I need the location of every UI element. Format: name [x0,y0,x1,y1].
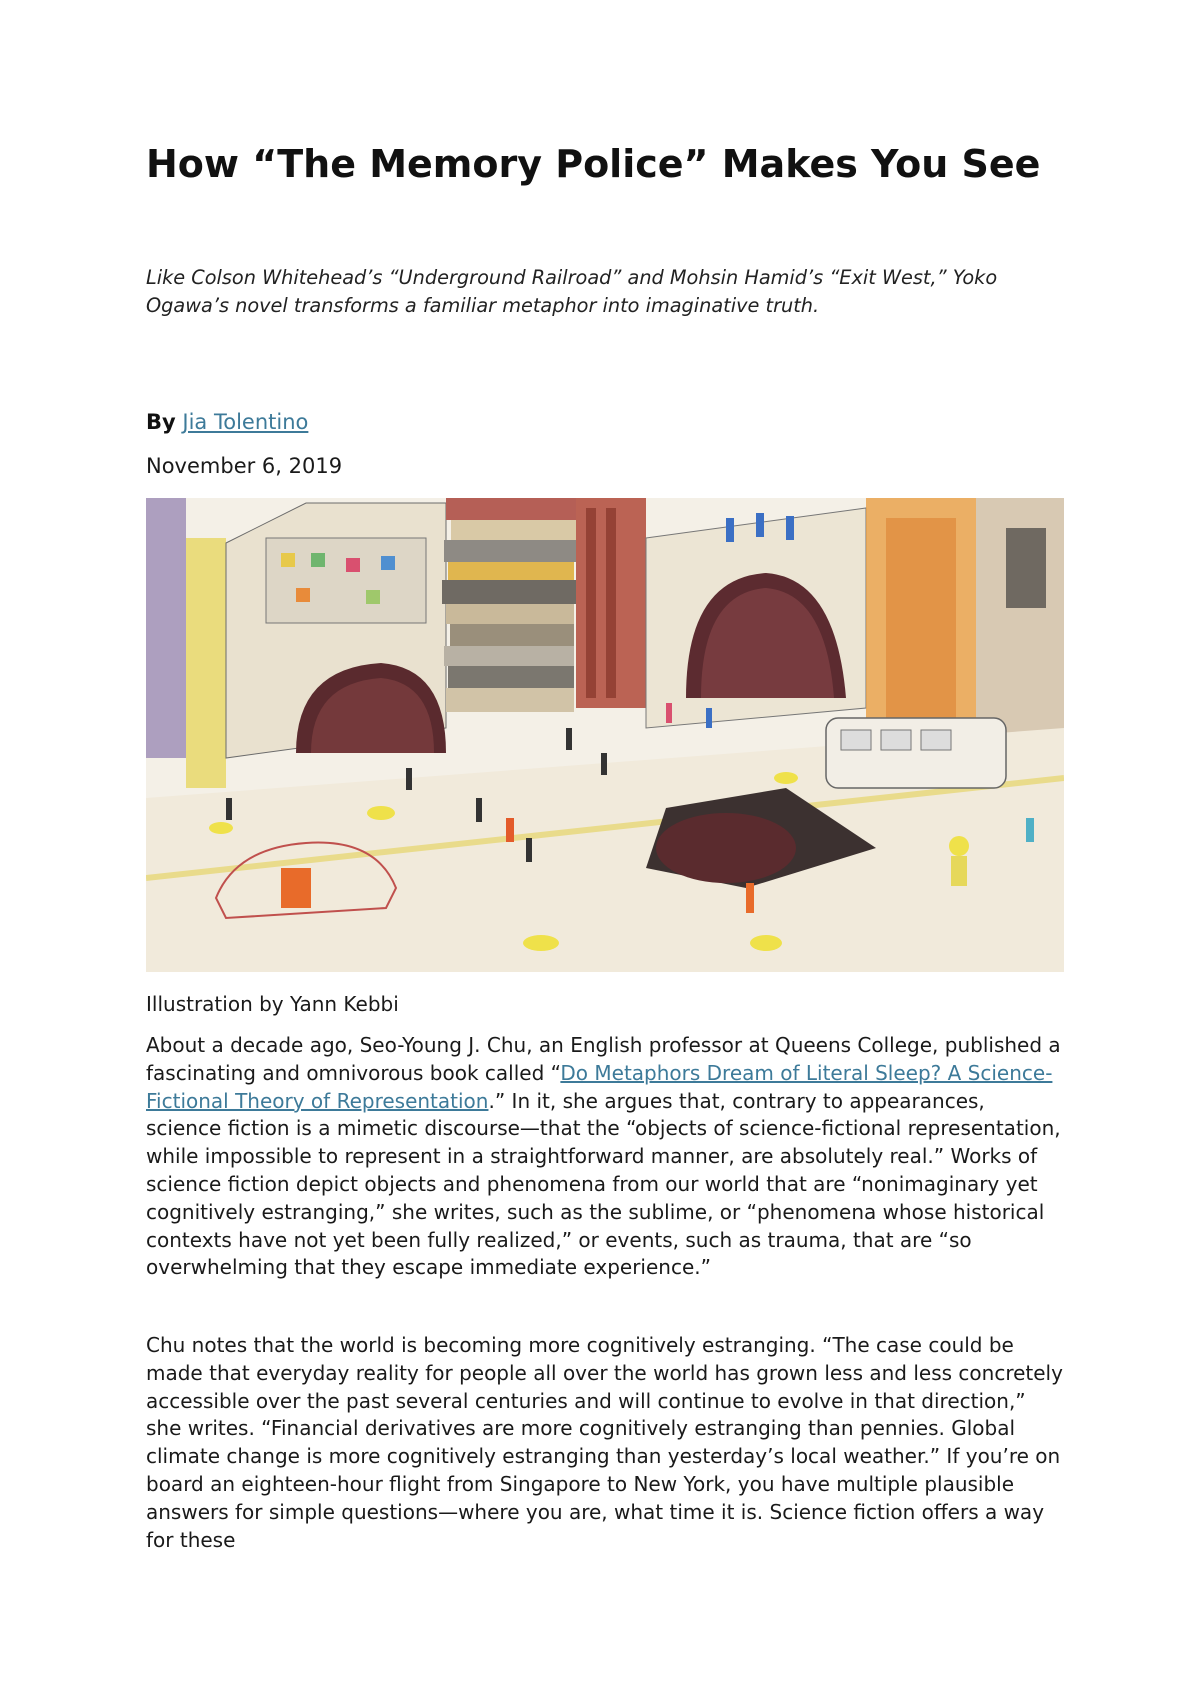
byline-prefix: By [146,410,176,434]
byline [146,408,308,436]
p1-text-start: About a decade ago, Seo-Young J. Chu, an English professor at Queens College, published a fascinating and omnivorous book called “ [146,1033,1061,1085]
body-paragraph-1 [146,1032,1064,1282]
book-title-link[interactable]: Do Metaphors Dream of Literal Sleep? A Science-Fictional Theory of Representation [146,1060,1053,1113]
p1-text-end: .” In it, she argues that, contrary to appearances, science fiction is a mimetic discourse—that the “objects of science-fictional representation, while impossible to represent in a straightforward manner, are absolutely real.” Works of science fiction depict objects and phenomena from our world that are “nonimaginary yet cognitively estranging,” she writes, such as the sublime, or “phenomena whose historical contexts have not yet been fully realized,” or events, such as trauma, that are “so overwhelming that they escape immediate experience.” [146,1088,1061,1280]
article-dek: Like Colson Whitehead’s “Underground Railroad” and Mohsin Hamid’s “Exit West,” Yoko Ogawa’s novel transforms a familiar metaphor into imaginative truth. [146,266,998,317]
illustration [146,498,1064,972]
illustration-graphic [146,498,1064,972]
image-caption: Illustration by Yann Kebbi [146,992,399,1016]
publish-date: November 6, 2019 [146,454,343,478]
article-title: How “The Memory Police” Makes You See [146,142,1041,186]
body-paragraph-2: Chu notes that the world is becoming more cognitively estranging. “The case could be made that everyday reality for people all over the world has grown less and less concretely accessible over the past several centuries and will continue to evolve in that direction,” she writes. “Financial derivatives are more cognitively estranging than pennies. Global climate change is more cognitively estranging than yesterday’s local weather.” If you’re on board an eighteen-hour flight from Singapore to New York, you have multiple plausible answers for simple questions—where you are, what time it is. Science fiction offers a way for these [146,1333,1063,1552]
author-link[interactable]: Jia Tolentino [182,410,309,434]
